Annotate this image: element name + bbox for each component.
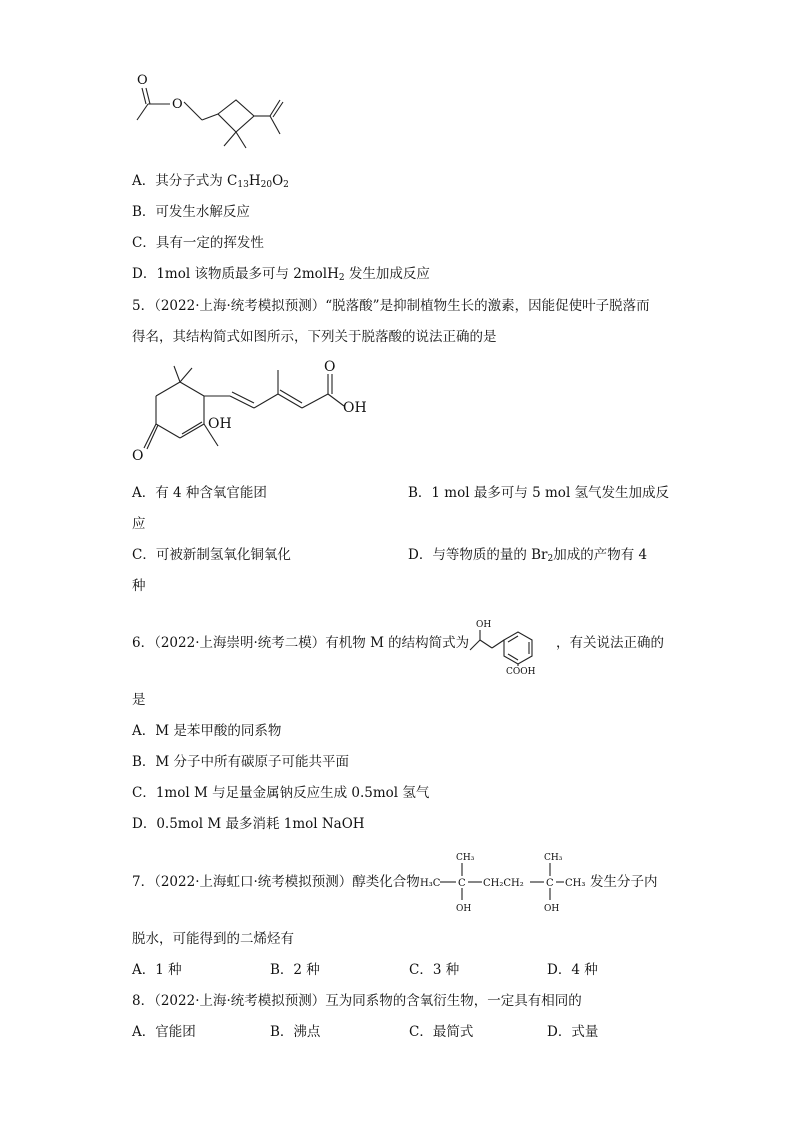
q5-option-b-wrap: 应 [132,516,146,532]
q6-option-a: A．M 是苯甲酸的同系物 [132,723,282,739]
q5-stem-line2: 得名，其结构简式如图所示，下列关于脱落酸的说法正确的是 [132,329,497,345]
q5-label-oh-ring: OH [208,416,232,432]
q7-label-oh2: OH [544,904,560,914]
q5-label-oh-acid: OH [343,400,367,416]
q8-option-d: D．式量 [547,1024,599,1040]
q7-label-c1: C [458,878,466,889]
q7-label-ch3-right: CH₃ [565,878,586,889]
q7-stem-post: 发生分子内 [590,874,658,890]
q7-option-a: A．1 种 [132,962,182,978]
q4-option-c: C．具有一定的挥发性 [132,235,264,251]
q7-option-c: C．3 种 [409,962,460,978]
q7-option-b: B．2 种 [270,962,320,978]
q7-label-ch3-top1: CH₃ [456,853,475,863]
q7-label-ch3-top2: CH₃ [544,853,563,863]
q7-option-d: D．4 种 [547,962,598,978]
q8-option-a: A．官能团 [132,1024,196,1040]
q4-label-o-ester: O [172,97,183,112]
q7-structure-diagram [418,848,588,916]
q7-stem-pre: 7．（2022·上海虹口·统考模拟预测）醇类化合物 [132,874,420,890]
q5-abscisic-acid-structure [130,356,390,468]
q7-stem-line2: 脱水，可能得到的二烯烃有 [132,931,294,947]
q7-label-ch2ch2: CH₂CH₂ [483,878,524,889]
q5-label-o-acid: O [324,359,336,375]
q6-stem-post: ，有关说法正确的 [556,635,664,651]
q6-label-oh: OH [476,620,492,630]
q4-option-a: A．其分子式为 $C_{13}H_{20}O_2$ [132,173,289,190]
q8-option-c: C．最简式 [409,1024,474,1040]
q8-option-b: B．沸点 [270,1024,321,1040]
q5-label-o-ketone: O [132,448,144,464]
q4-label-o-carbonyl: O [137,73,148,88]
q5-option-d-wrap: 种 [132,578,146,594]
q6-structure-diagram [468,614,558,676]
q7-label-oh1: OH [456,904,472,914]
q6-option-c: C．1mol M 与足量金属钠反应生成 0.5mol 氢气 [132,785,430,801]
q8-stem: 8．（2022·上海·统考模拟预测）互为同系物的含氧衍生物，一定具有相同的 [132,993,582,1009]
q5-stem-line1: 5．（2022·上海·统考模拟预测）“脱落酸”是抑制植物生长的激素，因能促使叶子脱落而 [132,298,650,314]
q6-stem-line2: 是 [132,692,146,708]
q4-option-b: B．可发生水解反应 [132,204,250,220]
q6-option-d: D．0.5mol M 最多消耗 1mol NaOH [132,816,365,832]
q4-structure-diagram [130,62,310,172]
q6-option-b: B．M 分子中所有碳原子可能共平面 [132,754,350,770]
q7-label-h3c: H₃C [420,878,441,889]
q5-option-b: B．1 mol 最多可与 5 mol 氢气发生加成反 [408,485,670,501]
q4-option-d: D．1mol 该物质最多可与 2molH$_2$ 发生加成反应 [132,266,430,283]
q5-option-a: A．有 4 种含氧官能团 [132,485,267,501]
q5-option-c: C．可被新制氢氧化铜氧化 [132,547,291,563]
q6-stem-pre: 6．（2022·上海崇明·统考二模）有机物 M 的结构简式为 [132,635,470,651]
q5-option-d: D．与等物质的量的 $Br_2$加成的产物有 4 [408,547,648,564]
q6-label-cooh: COOH [506,667,536,677]
q7-label-c2: C [546,878,554,889]
